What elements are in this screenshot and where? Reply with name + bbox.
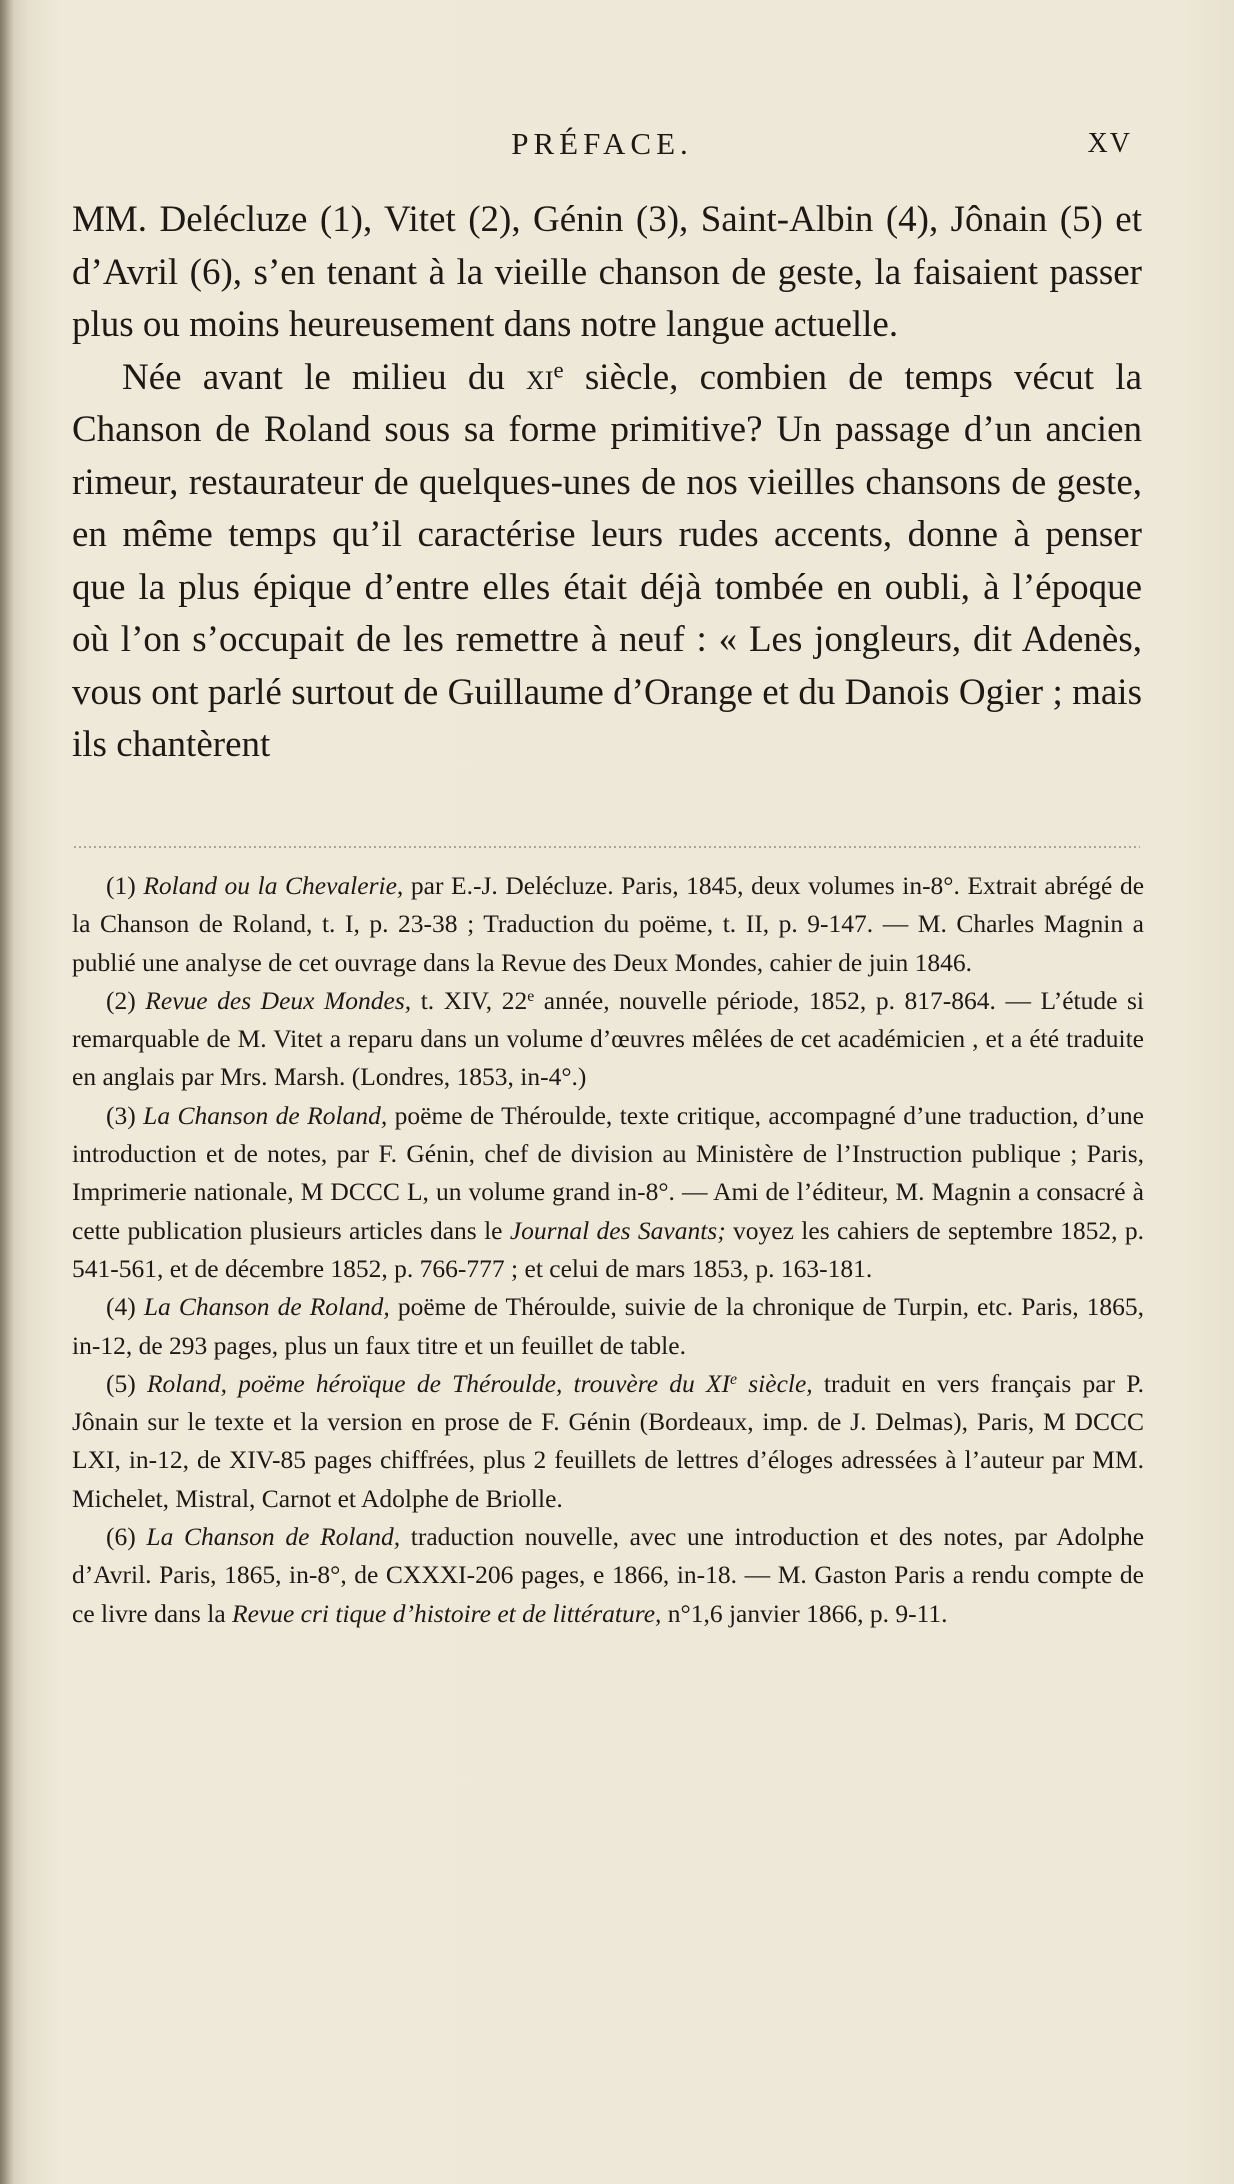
century-superscript: e (553, 357, 564, 383)
paragraph-2-text-a: Née avant le milieu du (122, 356, 527, 398)
footnote-4-title: La Chanson de Roland, (143, 1292, 390, 1322)
footnote-5 (72, 1365, 1144, 1518)
footnote-4-text: poëme de Théroulde, suivie de la chronique de Turpin, etc. Paris, 1865, in-12, de 293 pages, plus un faux titre et un feuillet de table. (72, 1292, 1145, 1360)
footnote-5-title-b: siècle, (737, 1368, 813, 1398)
century-numeral: xi (526, 356, 554, 398)
footnote-2-text-a: t. XIV, 22 (411, 985, 528, 1015)
page-number: XV (1087, 128, 1132, 159)
main-text (72, 194, 1142, 772)
paragraph-1: MM. Delécluze (1), Vitet (2), Génin (3), Saint-Albin (4), Jônain (5) et d’Avril (6), s’en tenant à la vieille chanson de geste, la faisaient passer plus ou moins heureusement dans notre langue actuelle. (72, 199, 1142, 345)
footnote-6-mark: (6) (106, 1522, 147, 1552)
footnote-1-text: par E.-J. Delécluze. Paris, 1845, deux volumes in-8°. Extrait abrégé de la Chanson de Roland, t. I, p. 23-38 ; Traduction du poëme, t. II, p. 9-147. — M. Charles Magnin a publié une analyse de cet ouvrage dans la Revue des Deux Mondes, cahier de juin 1846. (72, 871, 1145, 977)
footnote-rule (74, 846, 1140, 849)
footnote-5-mark: (5) (106, 1368, 147, 1398)
footnote-2-title: Revue des Deux Mondes, (145, 985, 412, 1015)
footnote-3 (72, 1097, 1144, 1288)
footnote-1-mark: (1) (106, 871, 144, 900)
footnote-3-text-b: voyez les cahiers de septembre 1852, p. 541-561, et de décembre 1852, p. 766-777 ; et celui de mars 1853, p. 163-181. (72, 1215, 1144, 1283)
footnote-2-text-b: année, nouvelle période, 1852, p. 817-864. — L’étude si remarquable de M. Vitet a reparu dans un volume d’œuvres mêlées de cet académicien , et a été traduite en anglais par Mrs. Marsh. (Londres, 1853, in-4°.) (72, 985, 1145, 1092)
running-title: PRÉFACE. (511, 126, 693, 161)
footnote-5-title-a: Roland, poëme héroïque de Théroulde, trouvère du XI (146, 1368, 731, 1398)
footnote-3-mark: (3) (106, 1100, 144, 1130)
footnotes (72, 867, 1144, 1633)
footnote-6-review-title: Revue cri tique d’histoire et de littérature, (232, 1598, 662, 1628)
paragraph-2 (72, 352, 1142, 772)
footnote-3-journal-title: Journal des Savants; (509, 1215, 726, 1245)
paragraph-2-text-b: siècle, combien de temps vécut la Chanson de Roland sous sa forme primitive? Un passage d’un ancien rimeur, restaurateur de quelques-unes de nos vieilles chansons de geste, en même temps qu’il caractérise leurs rudes accents, donne à penser que la plus épique d’entre elles était déjà tombée en oubli, à l’époque où l’on s’occupait de les remettre à neuf : « Les jongleurs, dit Adenès, vous ont parlé surtout de Guillaume d’Orange et du Danois Ogier ; mais ils chantèrent (72, 356, 1143, 765)
footnote-6-text: traduction nouvelle, avec une introduction et des notes, par Adolphe d’Avril. Paris, 1865, in-8°, de CXXXI-206 pages, e 1866, in-18. — M. Gaston Paris a rendu compte de ce livre dans la (72, 1522, 1145, 1628)
footnote-6-title: La Chanson de Roland, (146, 1522, 401, 1552)
footnote-5-text: traduit en vers français par P. Jônain sur le texte et la version en prose de F. Génin (Bordeaux, imp. de J. Delmas), Paris, M DCCC LXI, in-12, de XIV-85 pages chiffrées, plus 2 feuillets de lettres d’éloges adressées à l’auteur par MM. Michelet, Mistral, Carnot et Adolphe de Briolle. (72, 1368, 1144, 1513)
footnote-2-mark: (2) (106, 985, 146, 1015)
footnote-3-title: La Chanson de Roland, (143, 1100, 388, 1130)
footnote-3-text-a: poëme de Théroulde, texte critique, accompagné d’une traduction, d’une introduction et de notes, par F. Génin, chef de division au Ministère de l’Instruction publique ; Paris, Imprimerie nationale, M DCCC L, un volume grand in-8°. — Ami de l’éditeur, M. Magnin a consacré à cette publication plusieurs articles dans le (72, 1100, 1144, 1245)
footnote-2-superscript: e (527, 988, 535, 1005)
spine-shadow (0, 0, 14, 2184)
footnote-2 (72, 982, 1144, 1097)
footnote-4-mark: (4) (106, 1292, 144, 1322)
footnote-1-title: Roland ou la Chevalerie, (143, 871, 404, 900)
footnote-1 (72, 867, 1144, 982)
page-header (72, 126, 1132, 166)
footnote-5-superscript: e (730, 1370, 738, 1388)
footnote-6 (72, 1518, 1144, 1633)
footnote-6-text-b: n°1,6 janvier 1866, p. 9-11. (661, 1598, 948, 1628)
footnote-4 (72, 1288, 1144, 1365)
